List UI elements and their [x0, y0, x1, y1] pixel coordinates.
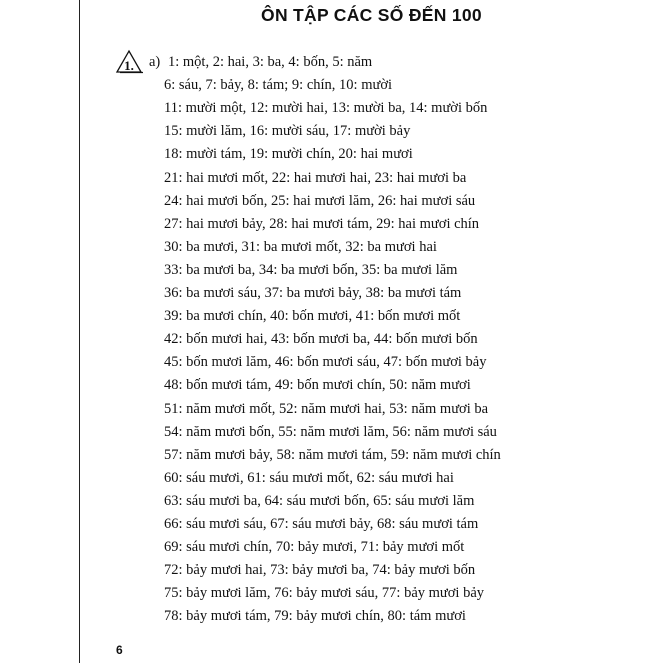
list-line: 48: bốn mươi tám, 49: bốn mươi chín, 50: năm mươi — [164, 377, 471, 394]
exercise-number: 1. — [124, 58, 134, 73]
list-line: 57: năm mươi bảy, 58: năm mươi tám, 59: năm mươi chín — [164, 446, 501, 463]
list-line: 45: bốn mươi lăm, 46: bốn mươi sáu, 47: bốn mươi bảy — [164, 354, 487, 371]
list-line: 36: ba mươi sáu, 37: ba mươi bảy, 38: ba mươi tám — [164, 285, 462, 301]
list-line: 51: năm mươi mốt, 52: năm mươi hai, 53: năm mươi ba — [164, 400, 489, 417]
list-line: 18: mười tám, 19: mười chín, 20: hai mươi — [164, 146, 413, 163]
exercise-badge-icon — [114, 48, 144, 74]
list-line: 6: sáu, 7: bảy, 8: tám; 9: chín, 10: mười — [164, 77, 393, 94]
page-number: 6 — [116, 643, 123, 657]
page-margin-rule — [79, 0, 80, 663]
list-line: 54: năm mươi bốn, 55: năm mươi lăm, 56: năm mươi sáu — [164, 423, 497, 440]
list-line: 24: hai mươi bốn, 25: hai mươi lăm, 26: hai mươi sáu — [164, 192, 476, 209]
list-line: 78: bảy mươi tám, 79: bảy mươi chín, 80: tám mươi — [164, 608, 466, 625]
list-line: 75: bảy mươi lăm, 76: bảy mươi sáu, 77: bảy mươi bảy — [164, 585, 485, 602]
list-line: 15: mười lăm, 16: mười sáu, 17: mười bảy — [164, 123, 411, 140]
list-line: 33: ba mươi ba, 34: ba mươi bốn, 35: ba mươi lăm — [164, 261, 458, 278]
list-line: 42: bốn mươi hai, 43: bốn mươi ba, 44: bốn mươi bốn — [164, 331, 478, 348]
list-line: 63: sáu mươi ba, 64: sáu mươi bốn, 65: sáu mươi lăm — [164, 492, 475, 509]
list-line: 39: ba mươi chín, 40: bốn mươi, 41: bốn mươi mốt — [164, 308, 461, 325]
list-line: 1: một, 2: hai, 3: ba, 4: bốn, 5: năm — [168, 54, 373, 70]
list-line: 69: sáu mươi chín, 70: bảy mươi, 71: bảy mươi mốt — [164, 539, 465, 556]
list-line: 27: hai mươi bảy, 28: hai mươi tám, 29: hai mươi chín — [164, 215, 480, 232]
list-line: 66: sáu mươi sáu, 67: sáu mươi bảy, 68: sáu mươi tám — [164, 516, 479, 532]
list-line: 21: hai mươi mốt, 22: hai mươi hai, 23: hai mươi ba — [164, 169, 467, 186]
list-line: 30: ba mươi, 31: ba mươi mốt, 32: ba mươi hai — [164, 238, 437, 255]
page-title: ÔN TẬP CÁC SỐ ĐẾN 100 — [261, 5, 482, 25]
list-line: 72: bảy mươi hai, 73: bảy mươi ba, 74: bảy mươi bốn — [164, 562, 476, 579]
list-line: 11: mười một, 12: mười hai, 13: mười ba, 14: mười bốn — [164, 100, 488, 117]
list-line: 60: sáu mươi, 61: sáu mươi mốt, 62: sáu mươi hai — [164, 469, 454, 486]
exercise-part-label: a) — [149, 54, 161, 70]
